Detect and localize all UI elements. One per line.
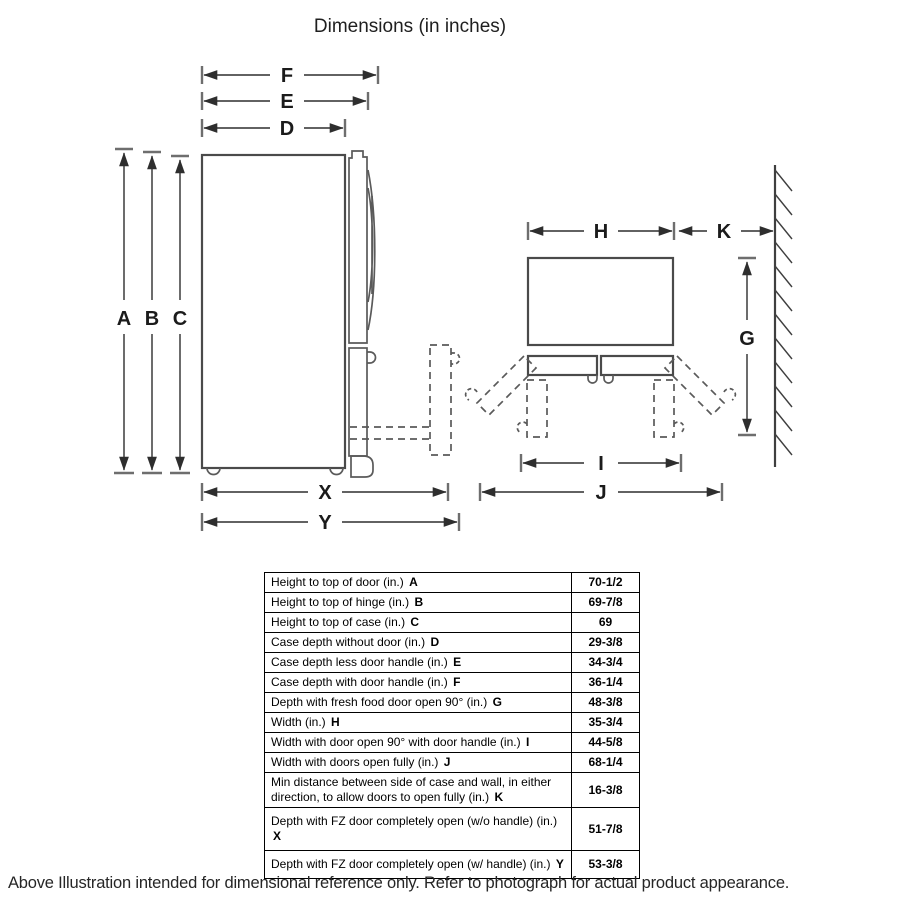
spec-value-cell: 69-7/8 <box>572 593 640 613</box>
right-90-handle-dashed <box>674 422 684 433</box>
right-door-open-90-dashed <box>654 380 674 437</box>
drawer-slide-rails-dashed <box>350 427 430 439</box>
freezer-handle-open-dashed <box>451 353 460 364</box>
table-row <box>265 808 640 851</box>
dim-x <box>202 482 448 504</box>
case-side-outline <box>202 155 345 468</box>
dim-d <box>202 118 345 140</box>
left-door-open-90-dashed <box>527 380 547 437</box>
spec-value-cell: 29-3/8 <box>572 633 640 653</box>
page-title: Dimensions (in inches) <box>313 16 507 37</box>
table-row <box>265 773 640 808</box>
table-row <box>265 713 640 733</box>
spec-value-cell: 69 <box>572 613 640 633</box>
fridge-top-view <box>466 165 792 467</box>
spec-label-cell: Case depth less door handle (in.) E <box>265 653 572 673</box>
spec-label-cell: Height to top of door (in.) A <box>265 573 572 593</box>
spec-value-cell: 34-3/4 <box>572 653 640 673</box>
spec-label-cell: Height to top of hinge (in.) B <box>265 593 572 613</box>
dim-label-c: C <box>172 308 188 330</box>
spec-label-cell: Depth with fresh food door open 90° (in.) G <box>265 693 572 713</box>
spec-value-cell: 44-5/8 <box>572 733 640 753</box>
spec-label-cell: Width with door open 90° with door handle (in.) I <box>265 733 572 753</box>
fridge-side-view <box>202 151 460 477</box>
dim-label-e: E <box>280 91 294 113</box>
freezer-handle <box>367 352 376 363</box>
freezer-door-open-dashed <box>430 345 451 455</box>
spec-value-cell: 68-1/4 <box>572 753 640 773</box>
spec-label-cell: Min distance between side of case and wall, in either direction, to allow doors to open fully (in.) K <box>265 773 572 808</box>
dimensions-table <box>264 572 640 879</box>
spec-label-cell: Width with doors open fully (in.) J <box>265 753 572 773</box>
spec-value-cell: 70-1/2 <box>572 573 640 593</box>
dim-label-i: I <box>598 453 604 475</box>
spec-label-cell: Depth with FZ door completely open (w/o handle) (in.) X <box>265 808 572 851</box>
spec-value-cell: 53-3/8 <box>572 851 640 879</box>
table-row <box>265 653 640 673</box>
dim-h <box>528 221 674 243</box>
table-row <box>265 613 640 633</box>
dim-label-h: H <box>593 221 609 243</box>
spec-value-cell: 51-7/8 <box>572 808 640 851</box>
spec-label-cell: Case depth with door handle (in.) F <box>265 673 572 693</box>
dim-label-b: B <box>144 308 160 330</box>
spec-label-cell: Case depth without door (in.) D <box>265 633 572 653</box>
table-row <box>265 593 640 613</box>
dim-c <box>170 156 190 473</box>
dim-y <box>202 512 459 534</box>
left-open-handle-dashed <box>466 389 477 400</box>
dim-a <box>114 149 134 473</box>
table-row <box>265 753 640 773</box>
dim-k <box>679 221 773 243</box>
dim-e <box>202 91 368 113</box>
table-row <box>265 693 640 713</box>
dim-g <box>738 258 756 435</box>
case-top-outline <box>528 258 673 345</box>
dim-b <box>142 152 162 473</box>
footer-disclaimer: Above Illustration intended for dimensional reference only. Refer to photograph for actual product appearance. <box>8 874 790 892</box>
table-row <box>265 733 640 753</box>
spec-value-cell: 48-3/8 <box>572 693 640 713</box>
dim-i <box>521 453 681 475</box>
left-door-closed <box>528 356 597 375</box>
dim-label-j: J <box>595 482 607 504</box>
fresh-food-door <box>349 151 367 343</box>
dim-label-k: K <box>716 221 732 243</box>
table-row <box>265 673 640 693</box>
dim-f <box>202 65 378 87</box>
table-row <box>265 573 640 593</box>
wall-hatching <box>775 170 792 455</box>
door-handles-top-view <box>588 375 613 383</box>
spec-label-cell: Depth with FZ door completely open (w/ handle) (in.) Y <box>265 851 572 879</box>
dim-label-a: A <box>116 308 132 330</box>
dim-j <box>480 482 722 504</box>
right-open-handle-dashed <box>724 389 735 400</box>
left-90-handle-dashed <box>517 422 527 433</box>
dim-label-x: X <box>318 482 332 504</box>
spec-value-cell: 35-3/4 <box>572 713 640 733</box>
spec-label-cell: Width (in.) H <box>265 713 572 733</box>
dim-label-f: F <box>280 65 294 87</box>
spec-label-cell: Height to top of case (in.) C <box>265 613 572 633</box>
dim-label-d: D <box>279 118 295 140</box>
dim-label-y: Y <box>318 512 332 534</box>
spec-value-cell: 16-3/8 <box>572 773 640 808</box>
table-row <box>265 633 640 653</box>
freezer-door-foot <box>351 456 373 477</box>
spec-value-cell: 36-1/4 <box>572 673 640 693</box>
door-handle-inner <box>368 188 373 302</box>
dim-label-g: G <box>739 328 755 350</box>
right-door-closed <box>601 356 673 375</box>
